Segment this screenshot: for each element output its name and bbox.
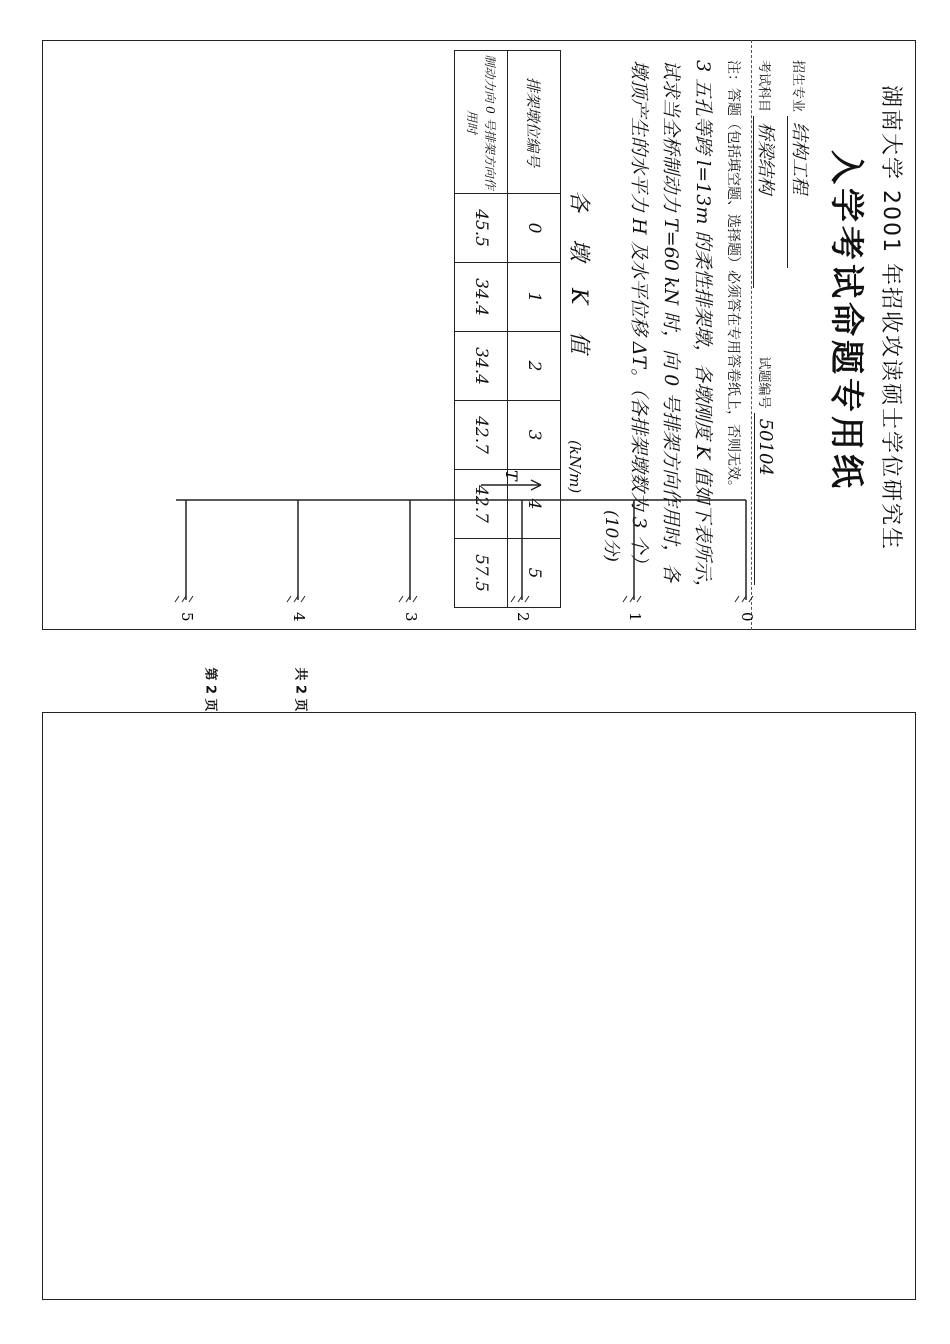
answer-note: 注：答题（包括填空题、选择题）必须答在专用答卷纸上，否则无效。 [725,60,741,494]
column-header: 5 [508,539,561,608]
column-header: 4 [508,470,561,539]
table-unit: (kN/m) [566,440,584,494]
k-value-cell: 34.4 [455,332,508,401]
subject-value: 桥梁结构 [753,116,780,288]
blank-page-frame [42,712,916,1300]
k-value-cell: 42.7 [455,401,508,470]
pier-2 [511,500,529,602]
column-header: 0 [508,194,561,263]
rotated-exam-content [42,40,916,630]
question-score: (10分) [601,510,621,562]
row-label-cell: 制动力向 0 号排架方向作用时 [455,51,508,194]
code-value: 50104 [754,413,776,585]
pier-label: 5 [178,612,196,622]
table-title: 各 墩 K 值 [566,190,591,364]
question-line-3: 墩顶产生的水平力 H 及水平位移 ΔT。（各排架墩数为 3 个） [628,60,650,573]
k-value-cell: 42.7 [455,470,508,539]
total-pages: 共 2 页 [292,667,308,712]
pier-label: 4 [290,612,308,622]
current-page: 第 2 页 [202,667,218,712]
subject-label: 考试科目 [756,60,771,113]
major-label: 招生专业 [790,60,805,113]
braking-force-arrow [481,480,541,490]
pier-5 [175,500,193,602]
school-header: 湖南大学 2001 年招收攻读硕士学位研究生 [878,85,903,551]
pier-label: 2 [514,612,532,622]
column-header: 3 [508,401,561,470]
k-value-cell: 34.4 [455,263,508,332]
question-line-1: 3 五孔等跨 l=13m 的柔性排架墩，各墩刚度 K 值如下表所示， [692,60,714,599]
page-title: 入学考试命题专用纸 [826,150,866,492]
page-counter [180,667,340,712]
bridge-frame-diagram [42,40,916,630]
pier-label: 1 [626,612,644,622]
k-value-cell: 57.5 [455,539,508,608]
column-header: 1 [508,263,561,332]
column-header: 2 [508,332,561,401]
force-label: T [502,470,521,481]
header-cell: 排架墩位编号 [508,51,561,194]
pier-label: 0 [738,612,756,622]
major-value: 结构工程 [787,116,814,268]
pier-1 [623,500,641,602]
question-line-2: 试求当全桥制动力 T=60 kN 时，向 0 号排架方向作用时，各 [660,60,682,583]
pier-4 [287,500,305,602]
pier-3 [399,500,417,602]
code-label: 试题编号 [756,356,771,409]
pier-0 [735,500,753,602]
k-value-cell: 45.5 [455,194,508,263]
pier-label: 3 [402,612,420,622]
